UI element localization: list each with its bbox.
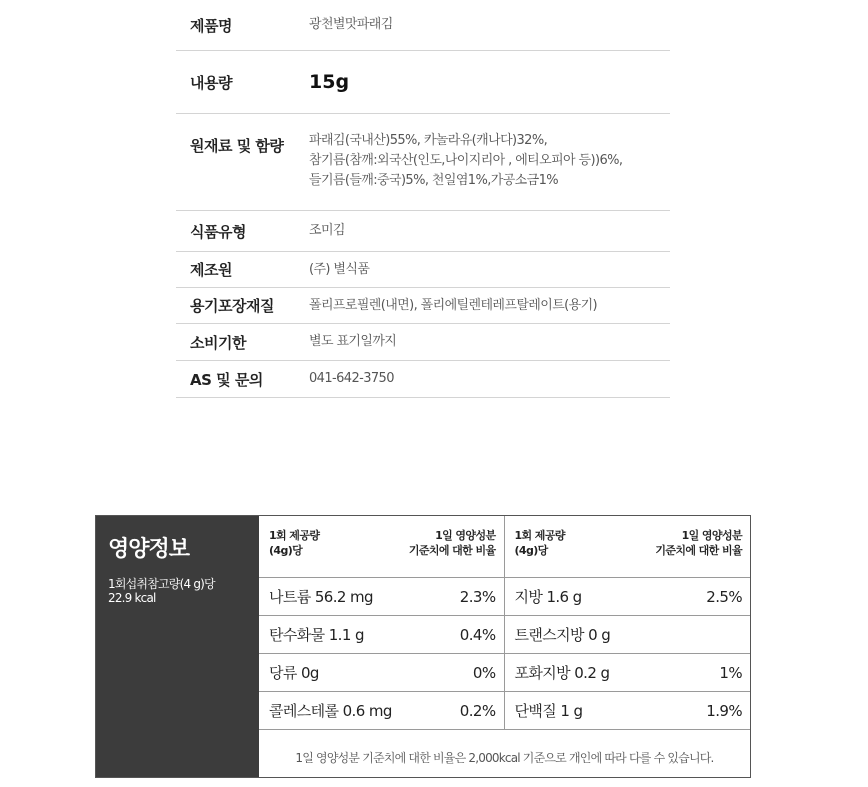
nutrition-grid xyxy=(259,516,750,737)
nutrient-row-carbohydrate xyxy=(259,616,505,654)
nutrient-percent: 0% xyxy=(472,663,496,682)
nutrient-row-saturated-fat xyxy=(505,654,751,692)
info-label: 내용량 xyxy=(190,73,232,92)
header-daily-label: 1일 영양성분 xyxy=(681,529,742,542)
nutrient-name: 단백질 1 g xyxy=(514,702,583,720)
nutrient-name: 트랜스지방 0 g xyxy=(514,626,611,644)
serving-size-line: 1회섭취참고량(4 g)당 xyxy=(108,577,215,591)
calories-line: 22.9 kcal xyxy=(108,591,156,605)
nutrition-header-cell xyxy=(259,516,505,578)
nutrient-name: 포화지방 0.2 g xyxy=(514,664,610,682)
info-value: 15g xyxy=(309,71,350,93)
nutrition-header-cell xyxy=(505,516,751,578)
nutrient-name: 당류 0g xyxy=(269,664,319,682)
info-label: 소비기한 xyxy=(190,333,246,352)
info-row-packaging xyxy=(176,288,670,324)
nutrient-percent: 0.4% xyxy=(459,625,496,644)
nutrition-footnote: 1일 영양성분 기준치에 대한 비율은 2,000kcal 기준으로 개인에 따라 다를 수 있습니다. xyxy=(295,750,714,765)
nutrient-row-sugars xyxy=(259,654,505,692)
header-daily-subtitle: 기준치에 대한 비율 xyxy=(408,544,496,557)
info-label: 용기포장재질 xyxy=(190,297,274,315)
info-label: 제조원 xyxy=(190,261,232,279)
nutrition-title: 영양정보 xyxy=(108,537,190,562)
info-label: 원재료 및 함량 xyxy=(190,137,284,155)
nutrient-percent: 2.5% xyxy=(706,587,742,606)
header-serving-label: 1회 제공량 xyxy=(269,529,320,542)
info-row-ingredients xyxy=(176,114,670,211)
nutrient-percent: 1.9% xyxy=(706,701,742,720)
header-serving-unit: (4g)당 xyxy=(269,544,303,557)
info-value xyxy=(309,131,670,191)
info-value: (주) 별식품 xyxy=(309,261,370,277)
nutrient-row-fat xyxy=(505,578,751,616)
nutrient-row-sodium xyxy=(259,578,505,616)
info-row-manufacturer xyxy=(176,252,670,288)
nutrient-percent: 0.2% xyxy=(459,701,496,720)
ingredients-line: 파래김(국내산)55%, 카놀라유(캐나다)32%, xyxy=(309,133,548,148)
nutrition-side-panel xyxy=(96,516,259,777)
nutrient-row-protein xyxy=(505,692,751,730)
nutrient-row-cholesterol xyxy=(259,692,505,730)
nutrient-percent: 2.3% xyxy=(459,587,496,606)
info-value: 폴리프로필렌(내면), 폴리에틸렌테레프탈레이트(용기) xyxy=(309,297,598,313)
header-serving-label: 1회 제공량 xyxy=(514,529,565,542)
info-row-contact xyxy=(176,361,670,398)
info-row-expiry xyxy=(176,324,670,361)
nutrient-percent: 1% xyxy=(719,663,742,682)
nutrient-name: 지방 1.6 g xyxy=(514,588,582,606)
serving-size-text xyxy=(108,577,259,605)
header-daily-subtitle: 기준치에 대한 비율 xyxy=(655,544,742,557)
nutrient-name: 콜레스테롤 0.6 mg xyxy=(269,702,392,720)
header-daily-label: 1일 영양성분 xyxy=(435,529,496,542)
nutrient-row-trans-fat xyxy=(505,616,751,654)
info-row-food-type xyxy=(176,211,670,252)
info-row-net-weight xyxy=(176,51,670,114)
info-label: AS 및 문의 xyxy=(190,370,263,389)
nutrient-name: 탄수화물 1.1 g xyxy=(269,626,364,644)
product-info-table xyxy=(176,0,670,398)
info-row-product-name xyxy=(176,0,670,51)
info-value: 광천별맛파래김 xyxy=(309,17,393,32)
nutrition-main xyxy=(259,516,750,777)
ingredients-line: 들기름(들깨:중국)5%, 천일염1%,가공소금1% xyxy=(309,173,559,188)
ingredients-line: 참기름(참깨:외국산(인도,나이지리아 , 에티오피아 등))6%, xyxy=(309,153,623,168)
info-value: 041-642-3750 xyxy=(309,371,394,386)
info-label: 제품명 xyxy=(190,16,232,35)
nutrition-facts-table xyxy=(95,515,751,778)
info-value: 별도 표기일까지 xyxy=(309,334,397,349)
header-serving-unit: (4g)당 xyxy=(514,544,548,557)
info-value: 조미김 xyxy=(309,223,345,238)
nutrient-name: 나트륨 56.2 mg xyxy=(269,588,373,606)
info-label: 식품유형 xyxy=(190,222,246,241)
